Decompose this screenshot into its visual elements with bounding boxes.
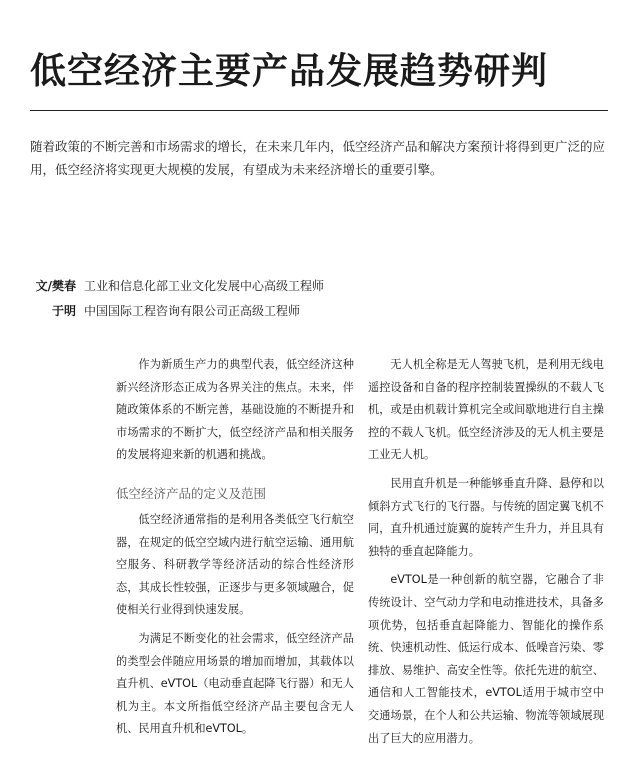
author-name: 于明 bbox=[51, 304, 76, 318]
body-paragraph: eVTOL是一种创新的航空器，它融合了非传统设计、空气动力学和电动推进技术，具备多项优势，包括垂直起降能力、智能化的操作系统、快速机动性、低运行成本、低噪音污染、零排放、易维护、高安全性等。依托先进的航空、通信和人工智能技术，eVTOL适用于城市空中交通场景，在个人和公共运输、物流等领域展现出了巨大的应用潜力。 bbox=[368, 573, 604, 745]
author-row bbox=[30, 273, 324, 298]
author-row bbox=[30, 298, 324, 323]
section-heading: 低空经济产品的定义及范围 bbox=[116, 485, 267, 501]
left-column bbox=[116, 354, 354, 741]
title-divider bbox=[30, 110, 608, 111]
body-paragraph: 民用直升机是一种能够垂直升降、悬停和以倾斜方式飞行的飞行器。与传统的固定翼飞机不同，直升机通过旋翼的旋转产生升力，并且具有独特的垂直起降能力。 bbox=[368, 476, 604, 558]
author-list bbox=[30, 273, 324, 323]
body-paragraph: 低空经济通常指的是利用各类低空飞行航空器，在规定的低空空域内进行航空运输、通用航空服务、科研教学等经济活动的综合性经济形态，其成长性较强，正逐步与更多领域融合，促使相关行业得到快速发展。 bbox=[116, 512, 354, 617]
article-title: 低空经济主要产品发展趋势研判 bbox=[30, 51, 549, 92]
body-paragraph: 无人机全称是无人驾驶飞机，是利用无线电遥控设备和自备的程序控制装置操纵的不载人飞机，或是由机载计算机完全或间歇地进行自主操控的不载人飞机。低空经济涉及的无人机主要是工业无人机。 bbox=[368, 358, 604, 462]
author-name: 文/樊春 bbox=[35, 279, 76, 293]
author-title: 工业和信息化部工业文化发展中心高级工程师 bbox=[84, 279, 325, 293]
body-paragraph: 为满足不断变化的社会需求，低空经济产品的类型会伴随应用场景的增加而增加，其载体以直升机、eVTOL（电动垂直起降飞行器）和无人机为主。本文所指低空经济产品主要包含无人机、民用直升机和eVTOL。 bbox=[116, 631, 354, 736]
article-intro: 随着政策的不断完善和市场需求的增长，在未来几年内，低空经济产品和解决方案预计将得到更广泛的应用，低空经济将实现更大规模的发展，有望成为未来经济增长的重要引擎。 bbox=[30, 139, 606, 177]
right-column bbox=[368, 354, 604, 750]
body-paragraph: 作为新质生产力的典型代表，低空经济这种新兴经济形态正成为各界关注的焦点。未来，伴随政策体系的不断完善，基础设施的不断提升和市场需求的不断扩大，低空经济产品和相关服务的发展将迎来新的机遇和挑战。 bbox=[116, 358, 354, 462]
author-title: 中国国际工程咨询有限公司正高级工程师 bbox=[84, 304, 301, 318]
